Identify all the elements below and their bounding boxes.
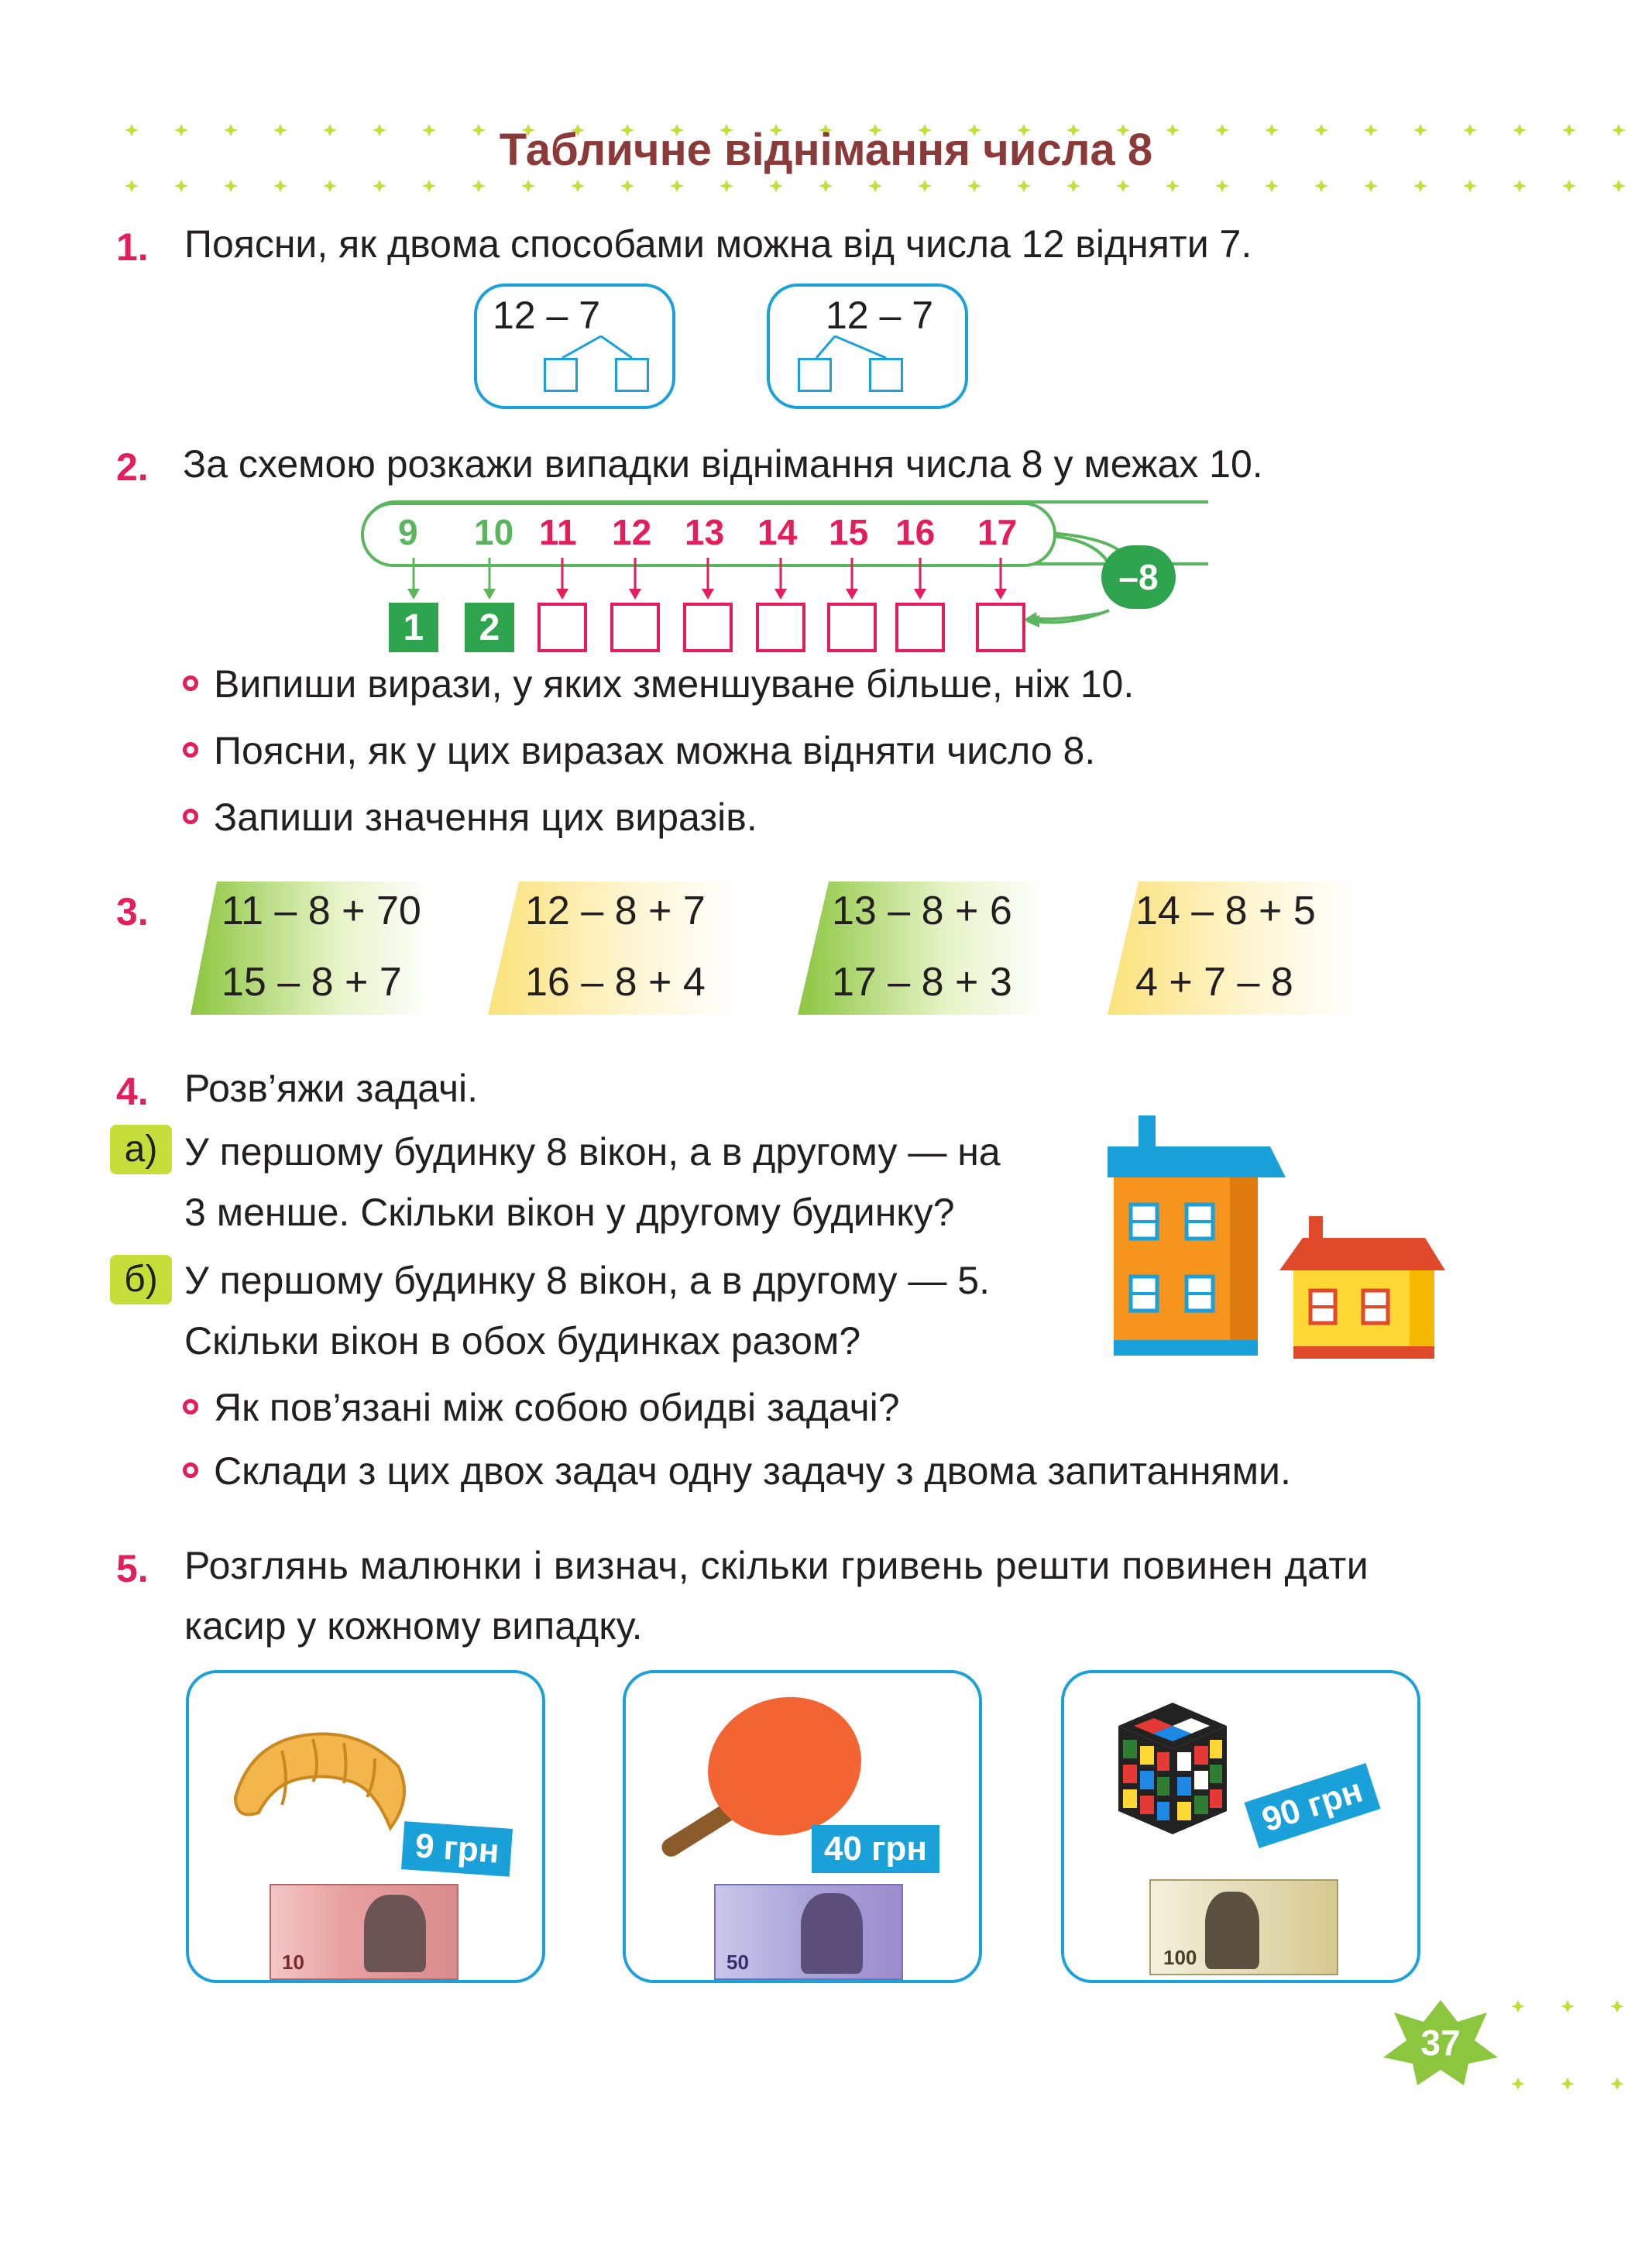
task2-number: 2. bbox=[116, 445, 149, 489]
small-house-icon bbox=[1279, 1216, 1445, 1359]
minus-eight-badge bbox=[1101, 545, 1176, 609]
expression: 14 – 8 + 5 bbox=[1135, 888, 1316, 933]
answer-box[interactable] bbox=[683, 603, 733, 652]
banknote-portrait bbox=[364, 1895, 426, 1972]
task4-a-line2: 3 менше. Скільки вікон у другому будинку? bbox=[184, 1191, 955, 1234]
task3-number: 3. bbox=[116, 890, 149, 933]
task2-bullet-3: Запиши значення цих виразів. bbox=[214, 796, 757, 839]
expression: 15 – 8 + 7 bbox=[222, 960, 402, 1005]
bullet-icon bbox=[183, 809, 198, 824]
banknote-value: 50 bbox=[726, 1951, 749, 1974]
branch-lines-1 bbox=[477, 287, 678, 412]
answer-square[interactable] bbox=[615, 358, 649, 392]
task2-bullet-1: Випиши вирази, у яких зменшуване більше, ніж 10. bbox=[214, 662, 1135, 706]
scheme-number: 14 bbox=[757, 512, 798, 552]
bullet-icon bbox=[183, 675, 198, 691]
purchase-card-2 bbox=[623, 1670, 982, 1983]
answer-box[interactable] bbox=[895, 603, 945, 652]
tall-house-icon bbox=[1108, 1115, 1286, 1356]
page-title: Табличне віднімання числа 8 bbox=[499, 125, 1153, 175]
task4-bullet-2: Склади з цих двох задач одну задачу з двома запитаннями. bbox=[214, 1449, 1291, 1493]
expression: 4 + 7 – 8 bbox=[1135, 960, 1293, 1005]
bullet-icon bbox=[183, 1399, 198, 1414]
answer-box[interactable] bbox=[976, 603, 1025, 652]
answer-box[interactable] bbox=[538, 603, 587, 652]
task5-number: 5. bbox=[116, 1547, 149, 1590]
branch-lines-2 bbox=[770, 287, 971, 412]
purchase-card-3 bbox=[1061, 1670, 1420, 1983]
task5-line1: Розглянь малюнки і визнач, скільки гривень решти повинен дати bbox=[184, 1544, 1369, 1587]
task2-text: За схемою розкажи випадки віднімання числа 8 у межах 10. bbox=[183, 442, 1263, 486]
scheme-arrows bbox=[387, 555, 1022, 601]
expression: 12 – 8 + 7 bbox=[525, 888, 706, 933]
minus-eight-label: –8 bbox=[1118, 557, 1159, 597]
houses-illustration bbox=[1100, 1100, 1456, 1363]
task1-box-2 bbox=[767, 284, 968, 409]
price-tag: 40 грн bbox=[812, 1825, 939, 1873]
task1-box-1 bbox=[474, 284, 675, 409]
scheme-number: 16 bbox=[895, 512, 936, 552]
task4-b-line2: Скільки вікон в обох будинках разом? bbox=[184, 1319, 861, 1363]
task1-expr-1: 12 – 7 bbox=[493, 294, 601, 337]
expression: 16 – 8 + 4 bbox=[525, 960, 706, 1005]
expression: 17 – 8 + 3 bbox=[832, 960, 1012, 1005]
scheme-number: 15 bbox=[829, 512, 869, 552]
answer-box[interactable] bbox=[827, 603, 877, 652]
rubik-cube-icon bbox=[1111, 1695, 1258, 1842]
task1-text: Поясни, як двома способами можна від числа 12 відняти 7. bbox=[184, 222, 1252, 266]
banknote-50-icon bbox=[714, 1884, 903, 1980]
purchase-card-1 bbox=[186, 1670, 545, 1983]
scheme-number: 12 bbox=[612, 512, 652, 552]
scheme-number: 10 bbox=[474, 512, 514, 552]
scheme-number: 9 bbox=[398, 512, 418, 552]
page-number: 37 bbox=[1420, 2023, 1461, 2063]
answer-square[interactable] bbox=[869, 358, 903, 392]
answer-square[interactable] bbox=[544, 358, 578, 392]
expression: 11 – 8 + 70 bbox=[222, 888, 421, 933]
banknote-10-icon bbox=[270, 1884, 459, 1980]
task4-text: Розв’яжи задачі. bbox=[184, 1067, 479, 1110]
croissant-icon bbox=[220, 1696, 421, 1844]
task1-number: 1. bbox=[116, 225, 149, 269]
decor-dots-corner bbox=[1503, 1991, 1626, 2099]
answer-box[interactable] bbox=[756, 603, 805, 652]
task2-bullet-2: Поясни, як у цих виразах можна відняти число 8. bbox=[214, 729, 1096, 772]
expression: 13 – 8 + 6 bbox=[832, 888, 1012, 933]
answer-box-filled: 2 bbox=[465, 603, 514, 652]
scheme-number: 13 bbox=[685, 512, 725, 552]
price-tag: 9 грн bbox=[401, 1821, 513, 1877]
scheme-number: 17 bbox=[977, 512, 1018, 552]
task1-expr-2: 12 – 7 bbox=[826, 294, 934, 337]
banknote-value: 100 bbox=[1163, 1946, 1197, 1969]
answer-square[interactable] bbox=[798, 358, 832, 392]
scheme-number: 11 bbox=[539, 512, 577, 552]
scheme-top-numbers bbox=[387, 511, 1053, 555]
subtask-b-label: б) bbox=[110, 1255, 172, 1304]
task4-bullet-1: Як пов’язані між собою обидві задачі? bbox=[214, 1386, 900, 1429]
task4-number: 4. bbox=[116, 1070, 149, 1113]
subtask-a-label: а) bbox=[110, 1125, 172, 1174]
price-tag: 90 грн bbox=[1244, 1763, 1380, 1848]
banknote-100-icon bbox=[1149, 1879, 1338, 1975]
task4-a-line1: У першому будинку 8 вікон, а в другому — на bbox=[184, 1130, 1001, 1174]
answer-box[interactable] bbox=[610, 603, 660, 652]
banknote-portrait bbox=[1205, 1892, 1259, 1969]
banknote-portrait bbox=[801, 1893, 863, 1974]
task5-line2: касир у кожному випадку. bbox=[184, 1604, 643, 1648]
bullet-icon bbox=[183, 1462, 198, 1478]
answer-box-filled: 1 bbox=[389, 603, 438, 652]
bullet-icon bbox=[183, 742, 198, 758]
task4-b-line1: У першому будинку 8 вікон, а в другому — 5. bbox=[184, 1259, 990, 1302]
banknote-value: 10 bbox=[282, 1951, 304, 1974]
